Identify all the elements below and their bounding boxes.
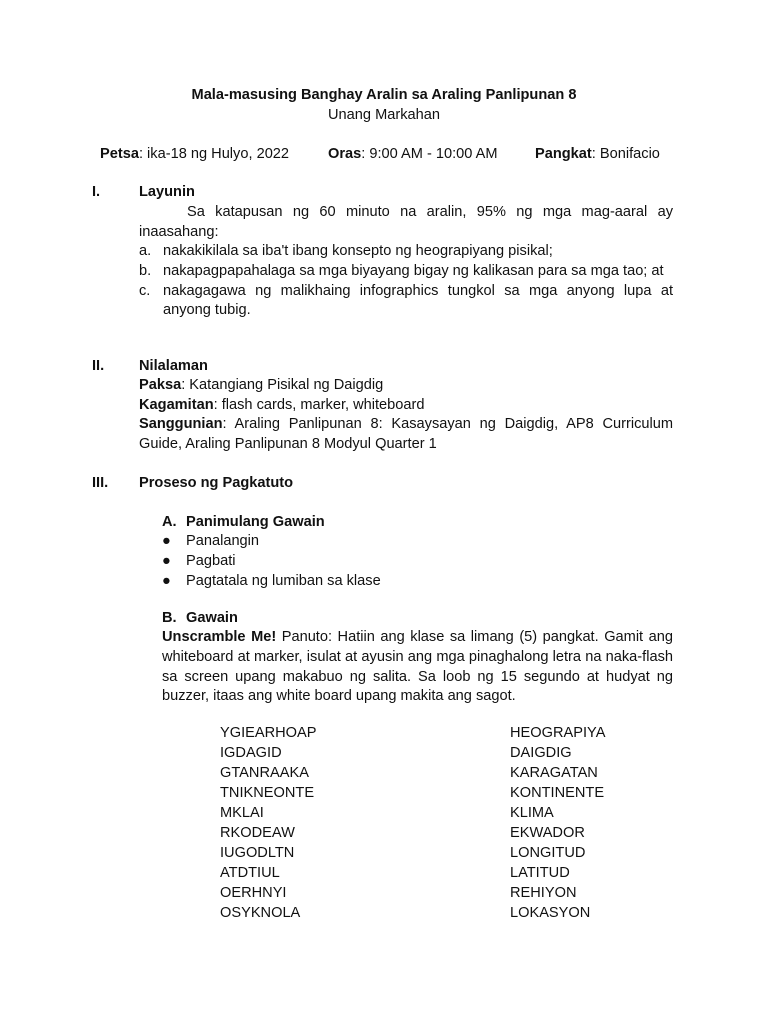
partB-instructions (162, 628, 673, 707)
answer-word: KARAGATAN (510, 765, 598, 781)
bullet-dot-icon: ● (162, 572, 171, 589)
section1-numeral: I. (92, 184, 101, 200)
partB-heading: Gawain (186, 610, 238, 626)
objective-marker: b. (139, 262, 152, 279)
petsa-value: : ika-18 ng Hulyo, 2022 (138, 146, 290, 162)
bullet-dot-icon: ● (162, 552, 171, 569)
scrambled-word: TNIKNEONTE (220, 785, 315, 801)
objective-marker: a. (139, 243, 152, 259)
answer-word: REHIYON (510, 885, 577, 901)
kagamitan-line (139, 396, 425, 416)
section3-heading: Proseso ng Pagkatuto (139, 475, 294, 491)
answer-word: LOKASYON (510, 905, 591, 921)
scrambled-word: GTANRAAKA (220, 765, 309, 781)
paksa-value: : Katangiang Pisikal ng Daigdig (181, 377, 384, 393)
partA-heading: Panimulang Gawain (186, 514, 325, 530)
scrambled-word: RKODEAW (220, 825, 295, 841)
section2-numeral: II. (92, 358, 105, 374)
paksa-label: Paksa (139, 377, 182, 393)
partA-marker: A. (162, 514, 177, 530)
objective-text: nakapagpapahalaga sa mga biyayang bigay ng kalikasan para sa mga tao; at (163, 262, 664, 279)
bullet-dot-icon: ● (162, 533, 171, 549)
partB-marker: B. (162, 610, 177, 626)
scrambled-word: MKLAI (220, 805, 264, 821)
objective-item (139, 242, 673, 262)
sanggunian-label: Sanggunian (139, 416, 223, 432)
answer-word: DAIGDIG (510, 745, 572, 761)
scrambled-word: IUGODLTN (220, 845, 295, 861)
section2-heading: Nilalaman (139, 358, 208, 374)
activity-title: Unscramble Me! (162, 629, 277, 645)
bullet-text: Panalangin (186, 533, 260, 549)
word-list (196, 724, 616, 924)
info-oras (328, 145, 498, 165)
objective-list (139, 242, 673, 321)
document-subtitle: Unang Markahan (328, 107, 440, 123)
answer-word: KONTINENTE (510, 785, 605, 801)
bullet-text: Pagbati (186, 552, 236, 569)
partA-bullet-list (162, 532, 381, 591)
scrambled-word: OSYKNOLA (220, 905, 301, 921)
activity-instructions: Panuto: Hatiin ang klase sa limang (5) pangkat. Gamit ang whiteboard at marker, isulat at ayusin ang mga pinaghalong letra na naka-flash sa screen upang makabuo ng salita. Sa loob ng 15 segundo at hudyat ng buzzer, itaas ang white board upang makita ang sagot. (162, 629, 673, 705)
objective-item (139, 282, 673, 322)
pangkat-label: Pangkat (535, 146, 592, 162)
sanggunian-value: : Araling Panlipunan 8: Kasaysayan ng Daigdig, AP8 Curriculum Guide, Araling Panlipunan 8 Modyul Quarter 1 (139, 416, 673, 452)
kagamitan-value: : flash cards, marker, whiteboard (213, 397, 425, 413)
bullet-item (162, 552, 381, 572)
pangkat-value: : Bonifacio (591, 146, 660, 162)
sanggunian-line (139, 415, 673, 455)
info-pangkat (535, 145, 660, 165)
answer-word: EKWADOR (510, 825, 585, 841)
scrambled-word: YGIEARHOAP (220, 725, 317, 741)
oras-value: : 9:00 AM - 10:00 AM (361, 146, 498, 162)
answer-word: LATITUD (510, 865, 570, 881)
section1-intro: Sa katapusan ng 60 minuto na aralin, 95% ng mga mag-aaral ay inaasahang: (139, 204, 673, 240)
objective-text: nakagagawa ng malikhaing infographics tungkol sa mga anyong lupa at anyong tubig. (163, 282, 673, 319)
scrambled-word: ATDTIUL (220, 865, 280, 881)
objective-marker: c. (139, 282, 151, 299)
objective-item (139, 262, 673, 282)
answer-word: LONGITUD (510, 845, 586, 861)
bullet-item (162, 572, 381, 592)
objective-text: nakakikilala sa iba't ibang konsepto ng heograpiyang pisikal; (163, 243, 553, 259)
scrambled-word: OERHNYI (220, 885, 287, 901)
oras-label: Oras (328, 146, 362, 162)
petsa-label: Petsa (100, 146, 139, 162)
info-petsa (100, 145, 289, 165)
kagamitan-label: Kagamitan (139, 397, 214, 413)
document-title: Mala-masusing Banghay Aralin sa Araling Panlipunan 8 (191, 87, 577, 103)
bullet-item (162, 532, 381, 552)
section1-heading: Layunin (139, 184, 195, 200)
answer-word: KLIMA (510, 805, 554, 821)
scrambled-word: IGDAGID (220, 745, 282, 761)
section3-numeral: III. (92, 475, 109, 491)
paksa-line (139, 376, 383, 396)
answer-word: HEOGRAPIYA (510, 725, 606, 741)
bullet-text: Pagtatala ng lumiban sa klase (186, 572, 381, 589)
